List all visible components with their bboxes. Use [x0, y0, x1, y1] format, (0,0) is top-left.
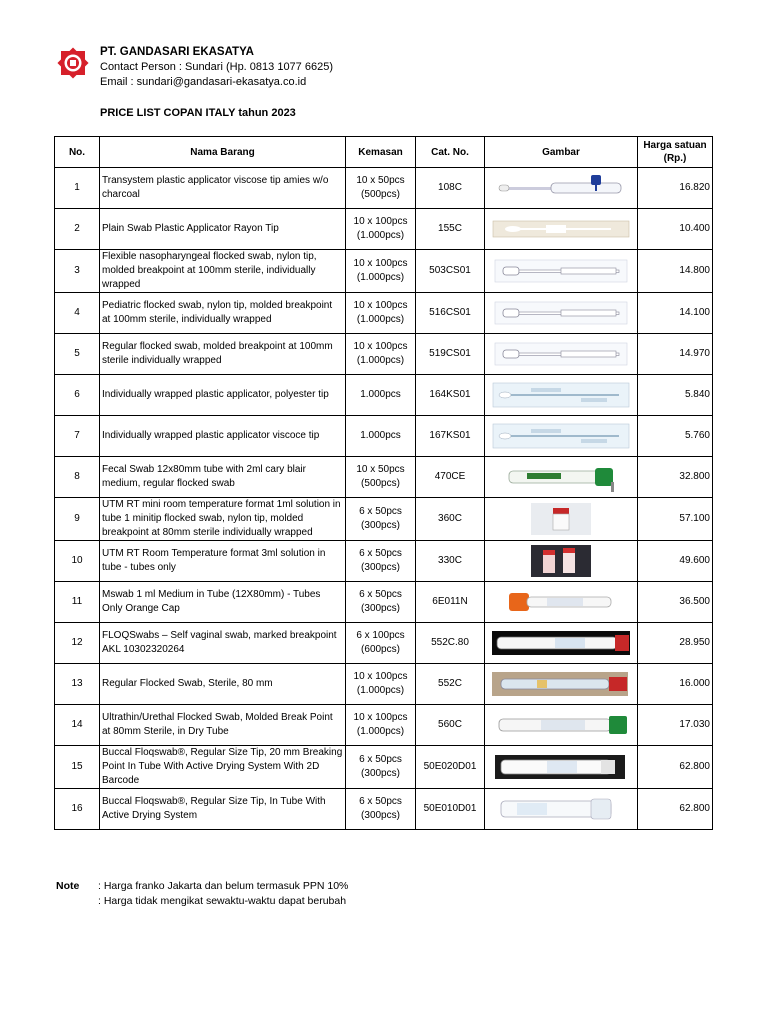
- cell-gambar: [485, 334, 638, 375]
- table-row: [55, 541, 713, 582]
- price-list-table: [54, 136, 713, 830]
- company-logo-icon: [56, 46, 90, 80]
- cell-harga: 28.950: [638, 623, 713, 664]
- cell-cat-no: 470CE: [416, 457, 485, 498]
- contact-email: Email : sundari@gandasari-ekasatya.co.id: [100, 76, 307, 88]
- cell-no: 4: [55, 293, 100, 334]
- cell-kemasan: 10 x 100pcs (1.000pcs): [346, 664, 416, 705]
- cell-cat-no: 330C: [416, 541, 485, 582]
- table-row: [55, 582, 713, 623]
- cell-kemasan: 10 x 50pcs (500pcs): [346, 457, 416, 498]
- table-row: [55, 334, 713, 375]
- cell-harga: 14.970: [638, 334, 713, 375]
- cell-harga: 57.100: [638, 498, 713, 541]
- cell-nama-barang: Ultrathin/Urethal Flocked Swab, Molded Break Point at 80mm Sterile, in Dry Tube: [100, 705, 346, 746]
- cell-gambar: [485, 293, 638, 334]
- cell-nama-barang: Regular flocked swab, molded breakpoint at 100mm sterile individually wrapped: [100, 334, 346, 375]
- cell-kemasan: 6 x 50pcs (300pcs): [346, 746, 416, 789]
- header-harga: Harga satuan (Rp.): [638, 137, 713, 168]
- cell-nama-barang: Flexible nasopharyngeal flocked swab, nylon tip, molded breakpoint at 100mm sterile, individually wrapped: [100, 250, 346, 293]
- product-image: [491, 212, 631, 246]
- cell-harga: 62.800: [638, 746, 713, 789]
- product-image: [491, 502, 631, 536]
- cell-no: 7: [55, 416, 100, 457]
- cell-gambar: [485, 457, 638, 498]
- cell-harga: 14.800: [638, 250, 713, 293]
- cell-kemasan: 6 x 50pcs (300pcs): [346, 789, 416, 830]
- cell-nama-barang: FLOQSwabs – Self vaginal swab, marked breakpoint AKL 10302320264: [100, 623, 346, 664]
- table-row: [55, 168, 713, 209]
- cell-no: 9: [55, 498, 100, 541]
- header-nama-barang: Nama Barang: [100, 137, 346, 168]
- product-image: [491, 378, 631, 412]
- cell-gambar: [485, 789, 638, 830]
- cell-kemasan: 10 x 100pcs (1.000pcs): [346, 705, 416, 746]
- product-image: [491, 792, 631, 826]
- cell-no: 1: [55, 168, 100, 209]
- cell-gambar: [485, 541, 638, 582]
- note-label: Note: [56, 880, 80, 892]
- cell-nama-barang: Buccal Floqswab®, Regular Size Tip, 20 mm Breaking Point In Tube With Active Drying System With 2D Barcode: [100, 746, 346, 789]
- table-row: [55, 623, 713, 664]
- table-row: [55, 250, 713, 293]
- table-row: [55, 746, 713, 789]
- cell-cat-no: 519CS01: [416, 334, 485, 375]
- product-image: [491, 750, 631, 784]
- note-line: : Harga tidak mengikat sewaktu-waktu dapat berubah: [98, 895, 347, 907]
- cell-harga: 32.800: [638, 457, 713, 498]
- cell-harga: 5.760: [638, 416, 713, 457]
- cell-nama-barang: Mswab 1 ml Medium in Tube (12X80mm) - Tubes Only Orange Cap: [100, 582, 346, 623]
- cell-kemasan: 6 x 100pcs (600pcs): [346, 623, 416, 664]
- header-gambar: Gambar: [485, 137, 638, 168]
- header-kemasan: Kemasan: [346, 137, 416, 168]
- cell-nama-barang: Fecal Swab 12x80mm tube with 2ml cary blair medium, regular flocked swab: [100, 457, 346, 498]
- cell-gambar: [485, 209, 638, 250]
- cell-nama-barang: Individually wrapped plastic applicator viscoce tip: [100, 416, 346, 457]
- cell-gambar: [485, 375, 638, 416]
- cell-cat-no: 167KS01: [416, 416, 485, 457]
- cell-gambar: [485, 746, 638, 789]
- cell-harga: 14.100: [638, 293, 713, 334]
- cell-gambar: [485, 705, 638, 746]
- product-image: [491, 419, 631, 453]
- cell-cat-no: 6E011N: [416, 582, 485, 623]
- product-image: [491, 337, 631, 371]
- table-row: [55, 705, 713, 746]
- cell-gambar: [485, 250, 638, 293]
- price-list-title: PRICE LIST COPAN ITALY tahun 2023: [100, 107, 296, 119]
- cell-harga: 17.030: [638, 705, 713, 746]
- cell-cat-no: 552C.80: [416, 623, 485, 664]
- cell-gambar: [485, 623, 638, 664]
- cell-no: 11: [55, 582, 100, 623]
- cell-cat-no: 155C: [416, 209, 485, 250]
- cell-kemasan: 10 x 50pcs (500pcs): [346, 168, 416, 209]
- header-cat-no: Cat. No.: [416, 137, 485, 168]
- table-row: [55, 664, 713, 705]
- cell-cat-no: 360C: [416, 498, 485, 541]
- table-row: [55, 375, 713, 416]
- cell-gambar: [485, 664, 638, 705]
- table-row: [55, 293, 713, 334]
- cell-no: 14: [55, 705, 100, 746]
- cell-gambar: [485, 168, 638, 209]
- cell-no: 16: [55, 789, 100, 830]
- cell-no: 10: [55, 541, 100, 582]
- cell-gambar: [485, 498, 638, 541]
- cell-harga: 5.840: [638, 375, 713, 416]
- cell-kemasan: 1.000pcs: [346, 375, 416, 416]
- product-image: [491, 626, 631, 660]
- cell-nama-barang: Plain Swab Plastic Applicator Rayon Tip: [100, 209, 346, 250]
- cell-kemasan: 10 x 100pcs (1.000pcs): [346, 209, 416, 250]
- cell-kemasan: 6 x 50pcs (300pcs): [346, 582, 416, 623]
- product-image: [491, 296, 631, 330]
- company-info: [100, 45, 333, 90]
- cell-cat-no: 552C: [416, 664, 485, 705]
- product-image: [491, 585, 631, 619]
- cell-gambar: [485, 582, 638, 623]
- cell-harga: 62.800: [638, 789, 713, 830]
- cell-kemasan: 10 x 100pcs (1.000pcs): [346, 250, 416, 293]
- cell-harga: 10.400: [638, 209, 713, 250]
- header-no: No.: [55, 137, 100, 168]
- cell-cat-no: 50E010D01: [416, 789, 485, 830]
- cell-no: 2: [55, 209, 100, 250]
- cell-kemasan: 10 x 100pcs (1.000pcs): [346, 293, 416, 334]
- product-image: [491, 708, 631, 742]
- cell-no: 8: [55, 457, 100, 498]
- product-image: [491, 667, 631, 701]
- cell-no: 3: [55, 250, 100, 293]
- cell-nama-barang: Transystem plastic applicator viscose tip amies w/o charcoal: [100, 168, 346, 209]
- cell-kemasan: 6 x 50pcs (300pcs): [346, 541, 416, 582]
- cell-harga: 16.820: [638, 168, 713, 209]
- cell-cat-no: 516CS01: [416, 293, 485, 334]
- table-header-row: [55, 137, 713, 168]
- contact-person: Contact Person : Sundari (Hp. 0813 1077 6625): [100, 61, 333, 73]
- cell-nama-barang: Buccal Floqswab®, Regular Size Tip, In Tube With Active Drying System: [100, 789, 346, 830]
- product-image: [491, 460, 631, 494]
- product-image: [491, 544, 631, 578]
- cell-harga: 16.000: [638, 664, 713, 705]
- cell-nama-barang: Regular Flocked Swab, Sterile, 80 mm: [100, 664, 346, 705]
- cell-harga: 36.500: [638, 582, 713, 623]
- cell-kemasan: 6 x 50pcs (300pcs): [346, 498, 416, 541]
- cell-gambar: [485, 416, 638, 457]
- product-image: [491, 254, 631, 288]
- cell-cat-no: 50E020D01: [416, 746, 485, 789]
- cell-nama-barang: UTM RT Room Temperature format 3ml solution in tube - tubes only: [100, 541, 346, 582]
- cell-harga: 49.600: [638, 541, 713, 582]
- cell-no: 15: [55, 746, 100, 789]
- cell-no: 5: [55, 334, 100, 375]
- cell-kemasan: 10 x 100pcs (1.000pcs): [346, 334, 416, 375]
- table-row: [55, 457, 713, 498]
- cell-nama-barang: Pediatric flocked swab, nylon tip, molded breakpoint at 100mm sterile, individually wrapped: [100, 293, 346, 334]
- cell-cat-no: 108C: [416, 168, 485, 209]
- cell-kemasan: 1.000pcs: [346, 416, 416, 457]
- cell-cat-no: 503CS01: [416, 250, 485, 293]
- note-line: : Harga franko Jakarta dan belum termasuk PPN 10%: [98, 880, 349, 892]
- table-row: [55, 209, 713, 250]
- table-row: [55, 498, 713, 541]
- table-row: [55, 416, 713, 457]
- table-row: [55, 789, 713, 830]
- cell-no: 12: [55, 623, 100, 664]
- cell-no: 13: [55, 664, 100, 705]
- company-name: PT. GANDASARI EKASATYA: [100, 46, 254, 58]
- product-image: [491, 171, 631, 205]
- cell-no: 6: [55, 375, 100, 416]
- cell-cat-no: 164KS01: [416, 375, 485, 416]
- cell-nama-barang: Individually wrapped plastic applicator, polyester tip: [100, 375, 346, 416]
- cell-cat-no: 560C: [416, 705, 485, 746]
- cell-nama-barang: UTM RT mini room temperature format 1ml solution in tube 1 minitip flocked swab, nylon tip, molded breakpoint at 80mm sterile individually wrapped: [100, 498, 346, 541]
